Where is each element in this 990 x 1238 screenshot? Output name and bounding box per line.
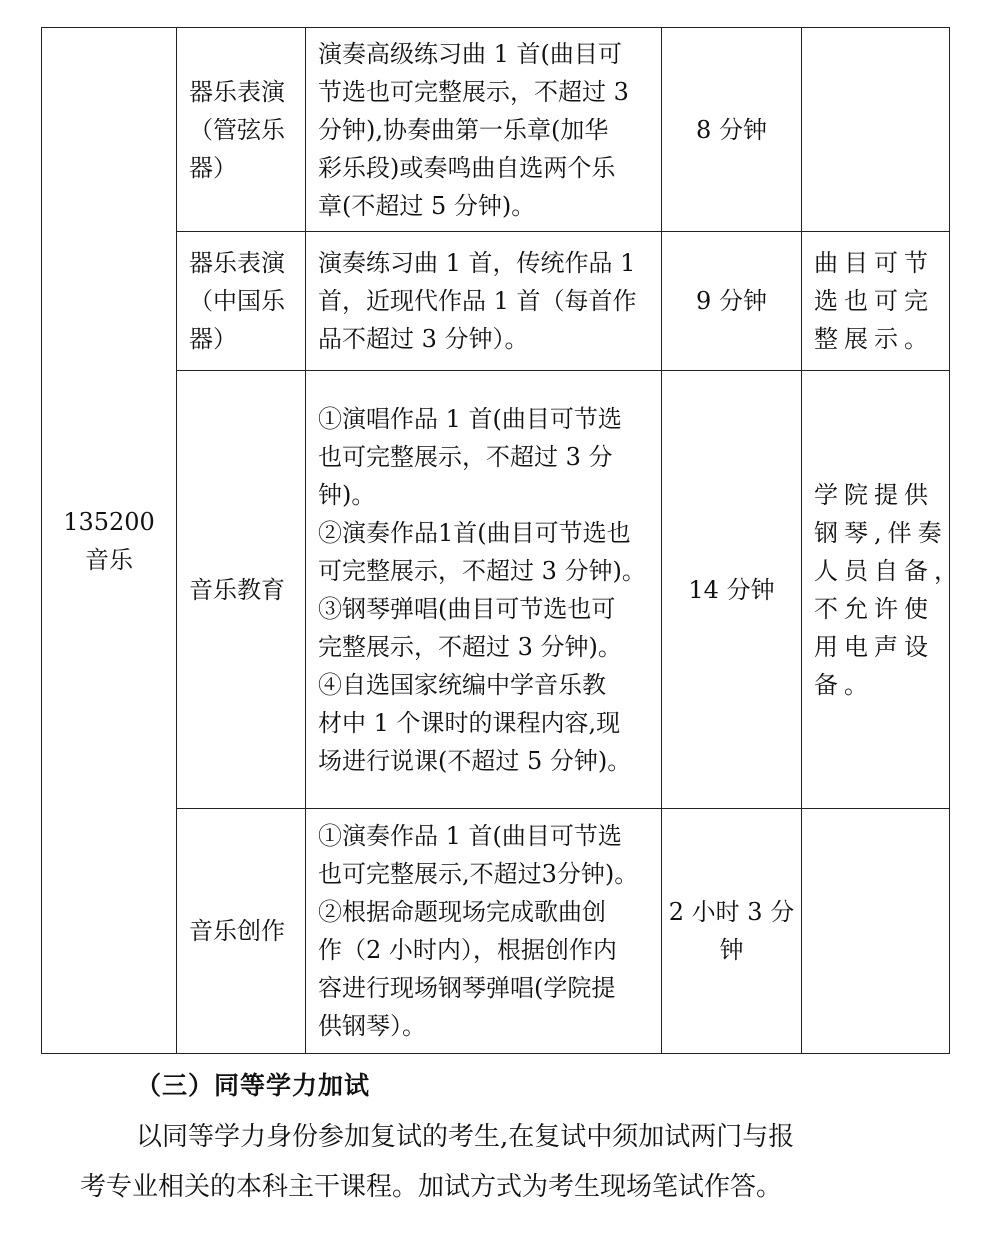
note-cell	[802, 371, 964, 809]
major-name: 135200 音乐	[63, 507, 155, 574]
direction-cell	[177, 28, 306, 232]
note-cell	[802, 232, 950, 371]
direction-line: 器乐表演	[189, 77, 285, 106]
duration-cell	[662, 809, 802, 1054]
content-line: ②演奏作品1首(曲目可节选也	[318, 518, 631, 547]
note-line: 用电声设	[814, 632, 934, 661]
note-line: 整展示。	[814, 325, 934, 353]
note-cell	[802, 809, 950, 1054]
direction-line: （管弦乐	[189, 115, 285, 144]
content-line: 可完整展示，不超过 3 分钟)。	[318, 556, 646, 585]
direction-line: 器乐表演	[189, 249, 285, 277]
content-line: 供钢琴）。	[318, 1012, 426, 1040]
content-line: ④自选国家统编中学音乐教	[318, 670, 606, 699]
exam-table	[41, 27, 964, 1054]
content-cell	[306, 371, 662, 809]
direction-line: 音乐创作	[189, 917, 285, 945]
direction-line: 器）	[189, 325, 237, 353]
content-line: 也可完整展示,不超过3分钟)。	[318, 860, 639, 888]
section-paragraph	[80, 1114, 920, 1210]
content-line: 品不超过 3 分钟）。	[318, 325, 529, 353]
direction-cell	[177, 371, 306, 809]
duration-cell	[662, 28, 802, 232]
paragraph-text-1: 以同等学力身份参加复试的考生,在复试中须加试两门与报	[136, 1122, 795, 1152]
content-line: 也可完整展示，不超过 3 分	[318, 442, 613, 471]
content-line: ①演唱作品 1 首(曲目可节选	[318, 404, 622, 433]
content-line: 分钟),协奏曲第一乐章(加华	[318, 115, 609, 144]
note-line: 不允许使	[814, 594, 934, 623]
direction-cell	[177, 232, 306, 371]
table-row	[42, 232, 950, 371]
content-line: 节选也可完整展示，不超过 3	[318, 77, 629, 106]
content-line: 钟)。	[318, 480, 376, 509]
content-line: 演奏练习曲 1 首，传统作品 1	[318, 249, 636, 277]
duration-text: 9 分钟	[696, 287, 767, 315]
major-cell	[42, 28, 177, 1054]
note-line: 学院提供	[814, 480, 934, 509]
content-line: 完整展示，不超过 3 分钟)。	[318, 632, 622, 661]
duration-cell	[662, 371, 802, 809]
table-row	[42, 28, 950, 232]
content-line: 场进行说课(不超过 5 分钟)。	[318, 746, 632, 775]
content-cell	[306, 809, 662, 1054]
paragraph-line-1	[80, 1114, 920, 1160]
duration-text: 8 分钟	[696, 115, 767, 144]
content-line: ②根据命题现场完成歌曲创	[318, 898, 606, 926]
content-line: 首，近现代作品 1 首（每首作	[318, 287, 637, 315]
content-line: 材中 1 个课时的课程内容,现	[318, 708, 621, 737]
content-line: ①演奏作品 1 首(曲目可节选	[318, 822, 622, 850]
direction-line: 器）	[189, 153, 237, 182]
section-heading: （三）同等学力加试	[136, 1071, 371, 1100]
paragraph-line-2: 考专业相关的本科主干课程。加试方式为考生现场笔试作答。	[80, 1172, 783, 1202]
duration-text: 2 小时 3 分钟	[668, 898, 795, 964]
note-line: 选也可完	[814, 287, 934, 315]
table-row	[42, 371, 950, 809]
note-line: 曲目可节	[814, 249, 934, 277]
content-line: 演奏高级练习曲 1 首(曲目可	[318, 39, 622, 68]
note-line: 备。	[814, 670, 874, 699]
direction-cell	[177, 809, 306, 1054]
duration-text: 14 分钟	[688, 575, 775, 604]
content-line: 作（2 小时内），根据创作内	[318, 936, 617, 964]
note-cell	[802, 28, 950, 232]
content-line: 彩乐段)或奏鸣曲自选两个乐	[318, 153, 616, 182]
note-line: 人员自备，	[814, 556, 964, 585]
note-line: 钢琴,伴奏	[814, 518, 948, 547]
direction-line: （中国乐	[189, 287, 285, 315]
direction-line: 音乐教育	[189, 575, 285, 604]
duration-cell	[662, 232, 802, 371]
table-row	[42, 809, 950, 1054]
content-cell	[306, 232, 662, 371]
content-cell	[306, 28, 662, 232]
content-line: ③钢琴弹唱(曲目可节选也可	[318, 594, 616, 623]
content-line: 容进行现场钢琴弹唱(学院提	[318, 974, 616, 1002]
content-line: 章(不超过 5 分钟)。	[318, 191, 536, 220]
